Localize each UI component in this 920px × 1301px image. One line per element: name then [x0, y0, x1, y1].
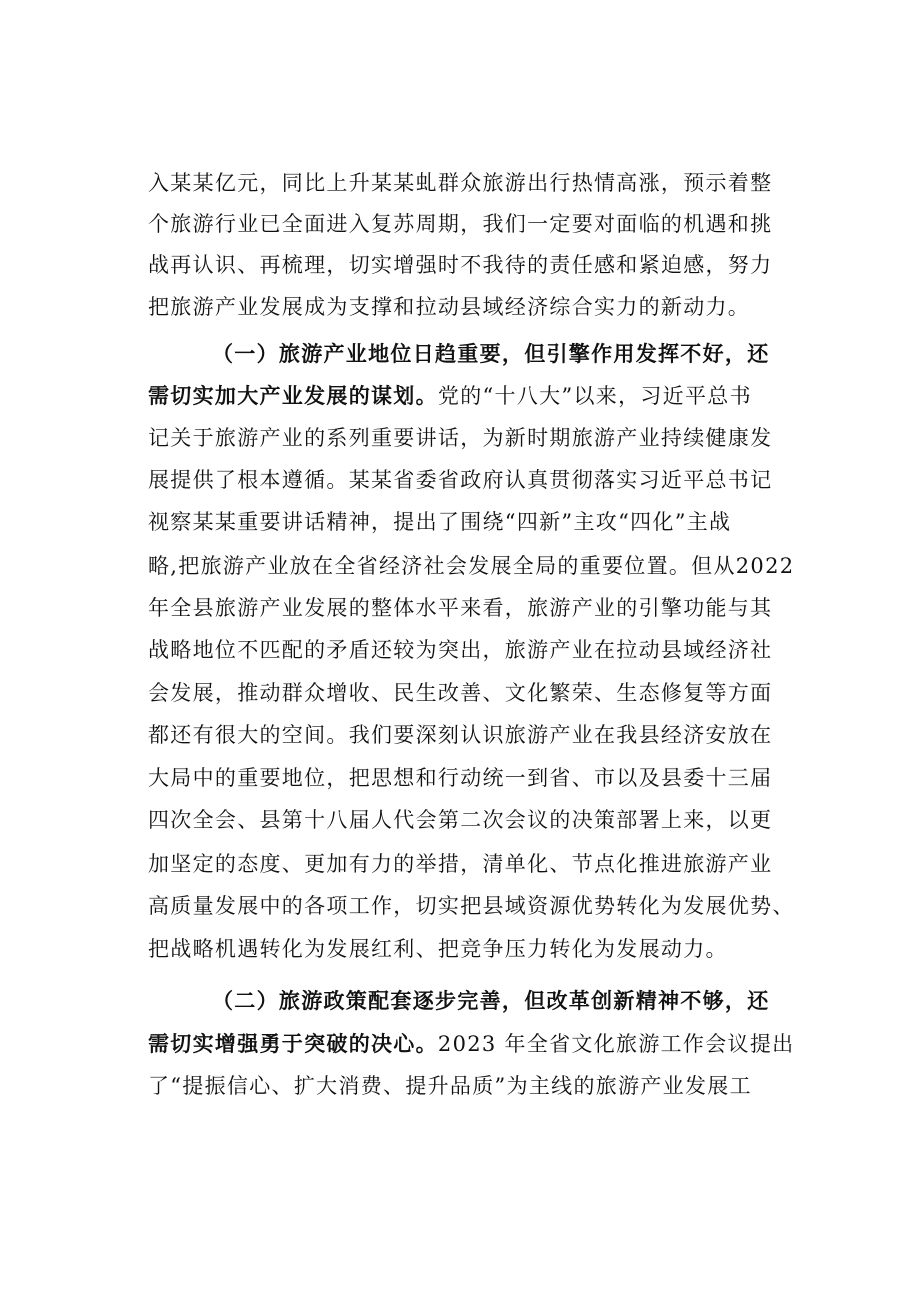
paragraph-line: 记关于旅游产业的系列重要讲话，为新时期旅游产业持续健康发	[148, 426, 773, 450]
section-heading-1: （一）旅游产业地位日趋重要，但引擎作用发挥不好，还	[212, 341, 770, 366]
paragraph-line: 个旅游行业已全面进入复苏周期，我们一定要对面临的机遇和挑	[148, 212, 773, 236]
paragraph-line: 高质量发展中的各项工作，切实把县域资源优势转化为发展优势、	[148, 894, 795, 918]
paragraph-line: 入某某亿元，同比上升某某虬群众旅游出行热情高涨，预示着整	[148, 171, 773, 195]
section-heading-2: （二）旅游政策配套逐步完善，但改革创新精神不够，还	[212, 988, 770, 1013]
section-heading-2-continuation	[148, 1024, 794, 1064]
paragraph-line: 把旅游产业发展成为支撑和拉动县域经济综合实力的新动力。	[148, 295, 751, 319]
paragraph-line: 视察某某重要讲话精神，提出了围绕“四新”主攻“四化”主战	[148, 510, 732, 534]
paragraph-line: 四次全会、县第十八届人代会第二次会议的决策部署上来，以更	[148, 808, 773, 832]
paragraph-line: 展提供了根本遵循。某某省委省政府认真贯彻落实习近平总书记	[148, 468, 773, 492]
paragraph-line: 略,把旅游产业放在全省经济社会发展全局的重要位置。但从2022	[148, 554, 795, 578]
section-heading-2-tail: 需切实增强勇于突破的决心。	[148, 1031, 438, 1056]
paragraph-line: 加坚定的态度、更加有力的举措，清单化、节点化推进旅游产业	[148, 852, 773, 876]
paragraph-text: 2023 年全省文化旅游工作会议提出	[437, 1032, 795, 1056]
paragraph-line: 把战略机遇转化为发展红利、把竞争压力转化为发展动力。	[148, 937, 728, 961]
paragraph-line: 了“提振信心、扩大消费、提升品质”为主线的旅游产业发展工	[148, 1074, 752, 1098]
paragraph-line: 都还有很大的空间。我们要深刻认识旅游产业在我县经济安放在	[148, 723, 773, 747]
paragraph-line: 战再认识、再梳理，切实增强时不我待的责任感和紧迫感，努力	[148, 253, 773, 277]
paragraph-line: 会发展，推动群众增收、民生改善、文化繁荣、生态修复等方面	[148, 681, 773, 705]
paragraph-line: 年全县旅游产业发展的整体水平来看，旅游产业的引擎功能与其	[148, 596, 773, 620]
section-heading-1-tail: 需切实加大产业发展的谋划。	[148, 383, 438, 408]
paragraph-line: 大局中的重要地位，把思想和行动统一到省、市以及县委十三届	[148, 766, 773, 790]
section-heading-1-continuation	[148, 376, 752, 416]
paragraph-text: 党的“十八大”以来，习近平总书	[437, 384, 752, 408]
paragraph-line: 战略地位不匹配的矛盾还较为突出，旅游产业在拉动县域经济社	[148, 638, 773, 662]
